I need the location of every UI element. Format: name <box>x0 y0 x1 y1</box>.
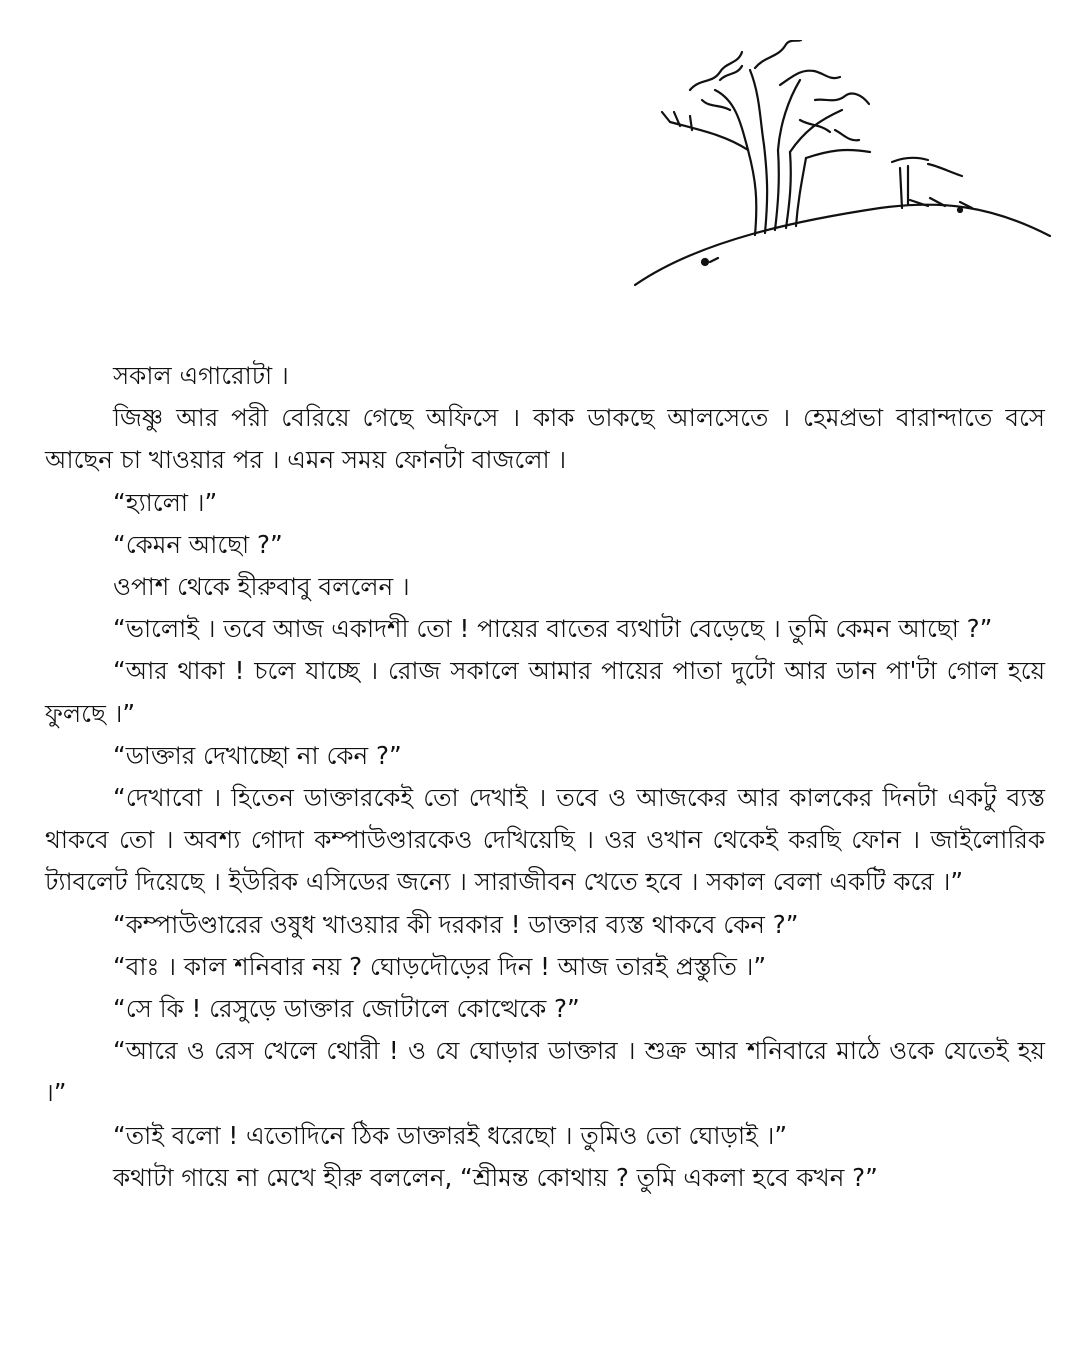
dot-mark <box>958 208 962 212</box>
paragraph: “কম্পাউণ্ডারের ওষুধ খাওয়ার কী দরকার ! ডাক্তার ব্যস্ত থাকবে কেন ?” <box>113 909 799 939</box>
paragraph: “ভালোই । তবে আজ একাদশী তো ! পায়ের বাতের ব্যথাটা বেড়েছে । তুমি কেমন আছো ?” <box>113 614 993 644</box>
tree-trunk <box>748 145 806 235</box>
paragraph: “কেমন আছো ?” <box>113 529 283 559</box>
paragraph: “বাঃ । কাল শনিবার নয় ? ঘোড়দৌড়ের দিন ! আজ তারই প্রস্তুতি ।” <box>113 951 767 981</box>
paragraph: কথাটা গায়ে না মেখে হীরু বললেন, “শ্রীমন্ত কোথায় ? তুমি একলা হবে কখন ?” <box>113 1162 878 1192</box>
paragraph: জিষ্ণু আর পরী বেরিয়ে গেছে অফিসে । কাক ডাকছে আলসেতে । হেমপ্রভা বারান্দাতে বসে আছেন চা খাওয়ার পর । এমন সময় ফোনটা বাজলো । <box>45 403 1045 475</box>
hill-shading <box>710 198 972 262</box>
hill-line <box>635 205 1050 285</box>
paragraph: ওপাশ থেকে হীরুবাবু বললেন । <box>113 572 410 602</box>
tree-on-hill-illustration <box>630 40 1060 300</box>
paragraph: “ডাক্তার দেখাচ্ছো না কেন ?” <box>113 740 402 770</box>
paragraph: সকাল এগারোটা । <box>113 361 289 390</box>
paragraph: “দেখাবো । হিতেন ডাক্তারকেই তো দেখাই । তবে ও আজকের আর কালকের দিনটা একটু ব্যস্ত থাকবে তো । অবশ্য গোদা কম্পাউণ্ডারকেও দেখিয়েছি । ওর ওখান থেকেই করছি ফোন । জাইলোরিক ট্যাবলেট দিয়েছে । ইউরিক এসিডের জন্যে । সারাজীবন খেতে হবে । সকাল বেলা একটি করে ।” <box>45 783 1045 897</box>
paragraph: “আরে ও রেস খেলে থোরী ! ও যে ঘোড়ার ডাক্তার । শুক্র আর শনিবারে মাঠে ওকে যেতেই হয় ।” <box>45 1036 1045 1108</box>
story-text <box>45 355 1045 1199</box>
dot-mark <box>702 259 708 265</box>
paragraph: “সে কি ! রেসুড়ে ডাক্তার জোটালে কোত্থেকে ?” <box>113 994 580 1024</box>
tree-branches <box>662 70 870 158</box>
paragraph: “হ্যালো ।” <box>113 487 218 517</box>
fence-post <box>892 158 962 208</box>
paragraph: “আর থাকা ! চলে যাচ্ছে । রোজ সকালে আমার পায়ের পাতা দুটো আর ডান পা'টা গোল হয়ে ফুলছে ।” <box>45 656 1045 728</box>
paragraph: “তাই বলো ! এতোদিনে ঠিক ডাক্তারই ধরেছো । তুমিও তো ঘোড়াই ।” <box>113 1120 788 1150</box>
